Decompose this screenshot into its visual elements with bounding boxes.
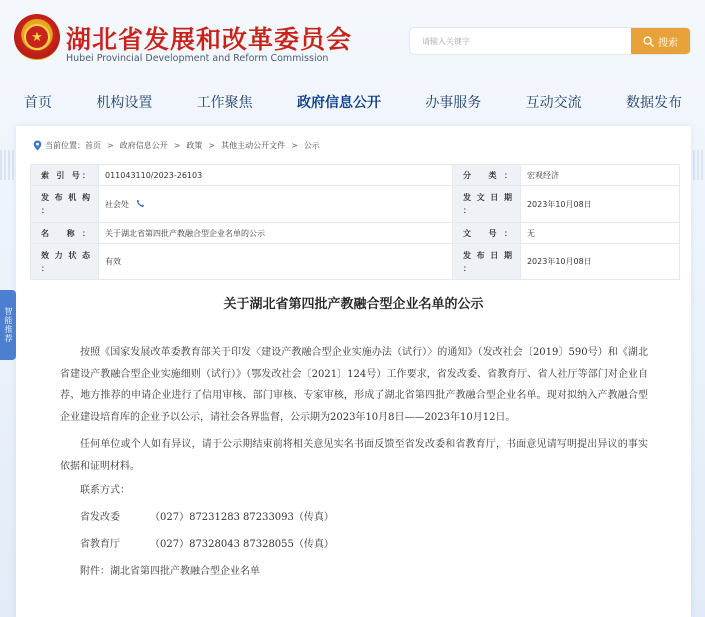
contact-row xyxy=(80,531,648,558)
contact-fax: 87233093（传真） xyxy=(243,512,334,523)
meta-name-value: 关于湖北省第四批产教融合型企业名单的公示 xyxy=(99,223,453,244)
search-button[interactable] xyxy=(631,28,690,54)
article-title: 关于湖北省第四批产教融合型企业名单的公示 xyxy=(223,297,484,312)
meta-status-value: 有效 xyxy=(99,244,453,280)
site-header xyxy=(0,0,705,88)
search-box xyxy=(409,27,691,55)
meta-doc-no-value: 无 xyxy=(520,223,679,244)
contact-tel: （027）87328043 xyxy=(150,539,240,550)
meta-category-label: 分 类： xyxy=(462,170,512,180)
nav-item-services[interactable]: 办事服务 xyxy=(425,95,482,111)
national-emblem-icon: ★ xyxy=(14,14,60,60)
nav-item-interaction[interactable]: 互动交流 xyxy=(525,95,582,111)
breadcrumb-separator: > xyxy=(208,140,216,150)
main-nav xyxy=(0,88,705,120)
breadcrumb-gov-info[interactable]: 政府信息公开 xyxy=(119,140,168,150)
breadcrumb-policy[interactable]: 政策 xyxy=(186,140,203,150)
meta-publish-date-label: 发 布 日 期 ： xyxy=(462,250,512,273)
document-meta-table xyxy=(30,164,680,280)
meta-issue-date-value: 2023年10月08日 xyxy=(520,186,679,223)
breadcrumb-prefix: 当前位置： xyxy=(45,140,85,150)
breadcrumb-separator: > xyxy=(291,140,298,150)
meta-status-label: 效 力 状 态 ： xyxy=(41,250,90,273)
attachment-link[interactable]: 附件：湖北省第四批产教融合型企业名单 xyxy=(80,566,260,577)
meta-publish-date-value: 2023年10月08日 xyxy=(520,244,679,280)
site-subtitle: Hubei Provincial Development and Reform Commission xyxy=(66,53,329,64)
article-paragraph: 按照《国家发展改革委教育部关于印发〈建设产教融合型企业实施办法（试行）〉的通知》（发改社会〔2019〕590号）和《湖北省建设产教融合型企业实施细则（试行）》（鄂发改社会〔2021〕124号）工作要求，省发改委、省教育厅、省人社厅等部门对企业自荐、地方推荐的申请企业进行了信用审核、部门审核、专家审核，形成了湖北省第四批产教融合型企业名单。现对拟纳入产教融合型企业建设培育库的企业予以公示，请社会各界监督，公示期为2023年10月8日——2023年10月12日。 xyxy=(60,347,648,423)
contact-tel: （027）87231283 xyxy=(150,512,240,523)
meta-index-value: 011043110/2023-26103 xyxy=(99,165,453,186)
meta-org-label: 发 布 机 构 ： xyxy=(41,193,90,215)
breadcrumb-home[interactable]: 首页 xyxy=(85,140,101,150)
meta-doc-no-label: 文 号： xyxy=(462,228,512,238)
nav-item-work-focus[interactable]: 工作聚焦 xyxy=(196,95,253,111)
contact-title: 联系方式： xyxy=(80,485,130,496)
breadcrumb-separator: > xyxy=(107,140,114,150)
search-button-label: 搜索 xyxy=(658,37,678,49)
meta-issue-date-label: 发 文 日 期 ： xyxy=(462,193,512,215)
meta-name-label: 名 称： xyxy=(41,228,90,238)
smart-recommend-tab[interactable]: 智能推荐 xyxy=(0,290,16,360)
nav-item-home[interactable]: 首页 xyxy=(24,95,52,111)
location-pin-icon xyxy=(33,140,42,151)
contact-section xyxy=(80,477,648,558)
article-body xyxy=(60,342,648,586)
nav-item-data[interactable]: 数据发布 xyxy=(625,95,682,111)
search-input[interactable] xyxy=(410,28,632,54)
contact-name: 省发改委 xyxy=(80,512,120,523)
nav-item-organization[interactable]: 机构设置 xyxy=(96,95,153,111)
meta-index-label: 索 引 号： xyxy=(41,170,90,180)
meta-category-value: 宏观经济 xyxy=(520,165,679,186)
phone-icon[interactable] xyxy=(136,199,145,208)
content-card xyxy=(16,126,691,617)
site-title[interactable]: 湖北省发展和改革委员会 xyxy=(66,25,353,54)
contact-name: 省教育厅 xyxy=(80,539,120,550)
breadcrumb-notice[interactable]: 公示 xyxy=(303,140,320,150)
search-icon xyxy=(643,36,654,47)
contact-row xyxy=(80,504,648,531)
article-paragraph: 任何单位或个人如有异议，请于公示期结束前将相关意见实名书面反馈至省发改委和省教育厅，书面意见请写明提出异议的事实依据和证明材料。 xyxy=(60,439,648,472)
breadcrumb-other-docs[interactable]: 其他主动公开文件 xyxy=(221,140,286,150)
meta-org-value: 社会处 xyxy=(105,199,129,209)
nav-item-gov-info[interactable]: 政府信息公开 xyxy=(296,95,381,111)
contact-fax: 87328055（传真） xyxy=(243,539,334,550)
breadcrumb xyxy=(33,138,320,152)
breadcrumb-separator: > xyxy=(173,140,181,150)
